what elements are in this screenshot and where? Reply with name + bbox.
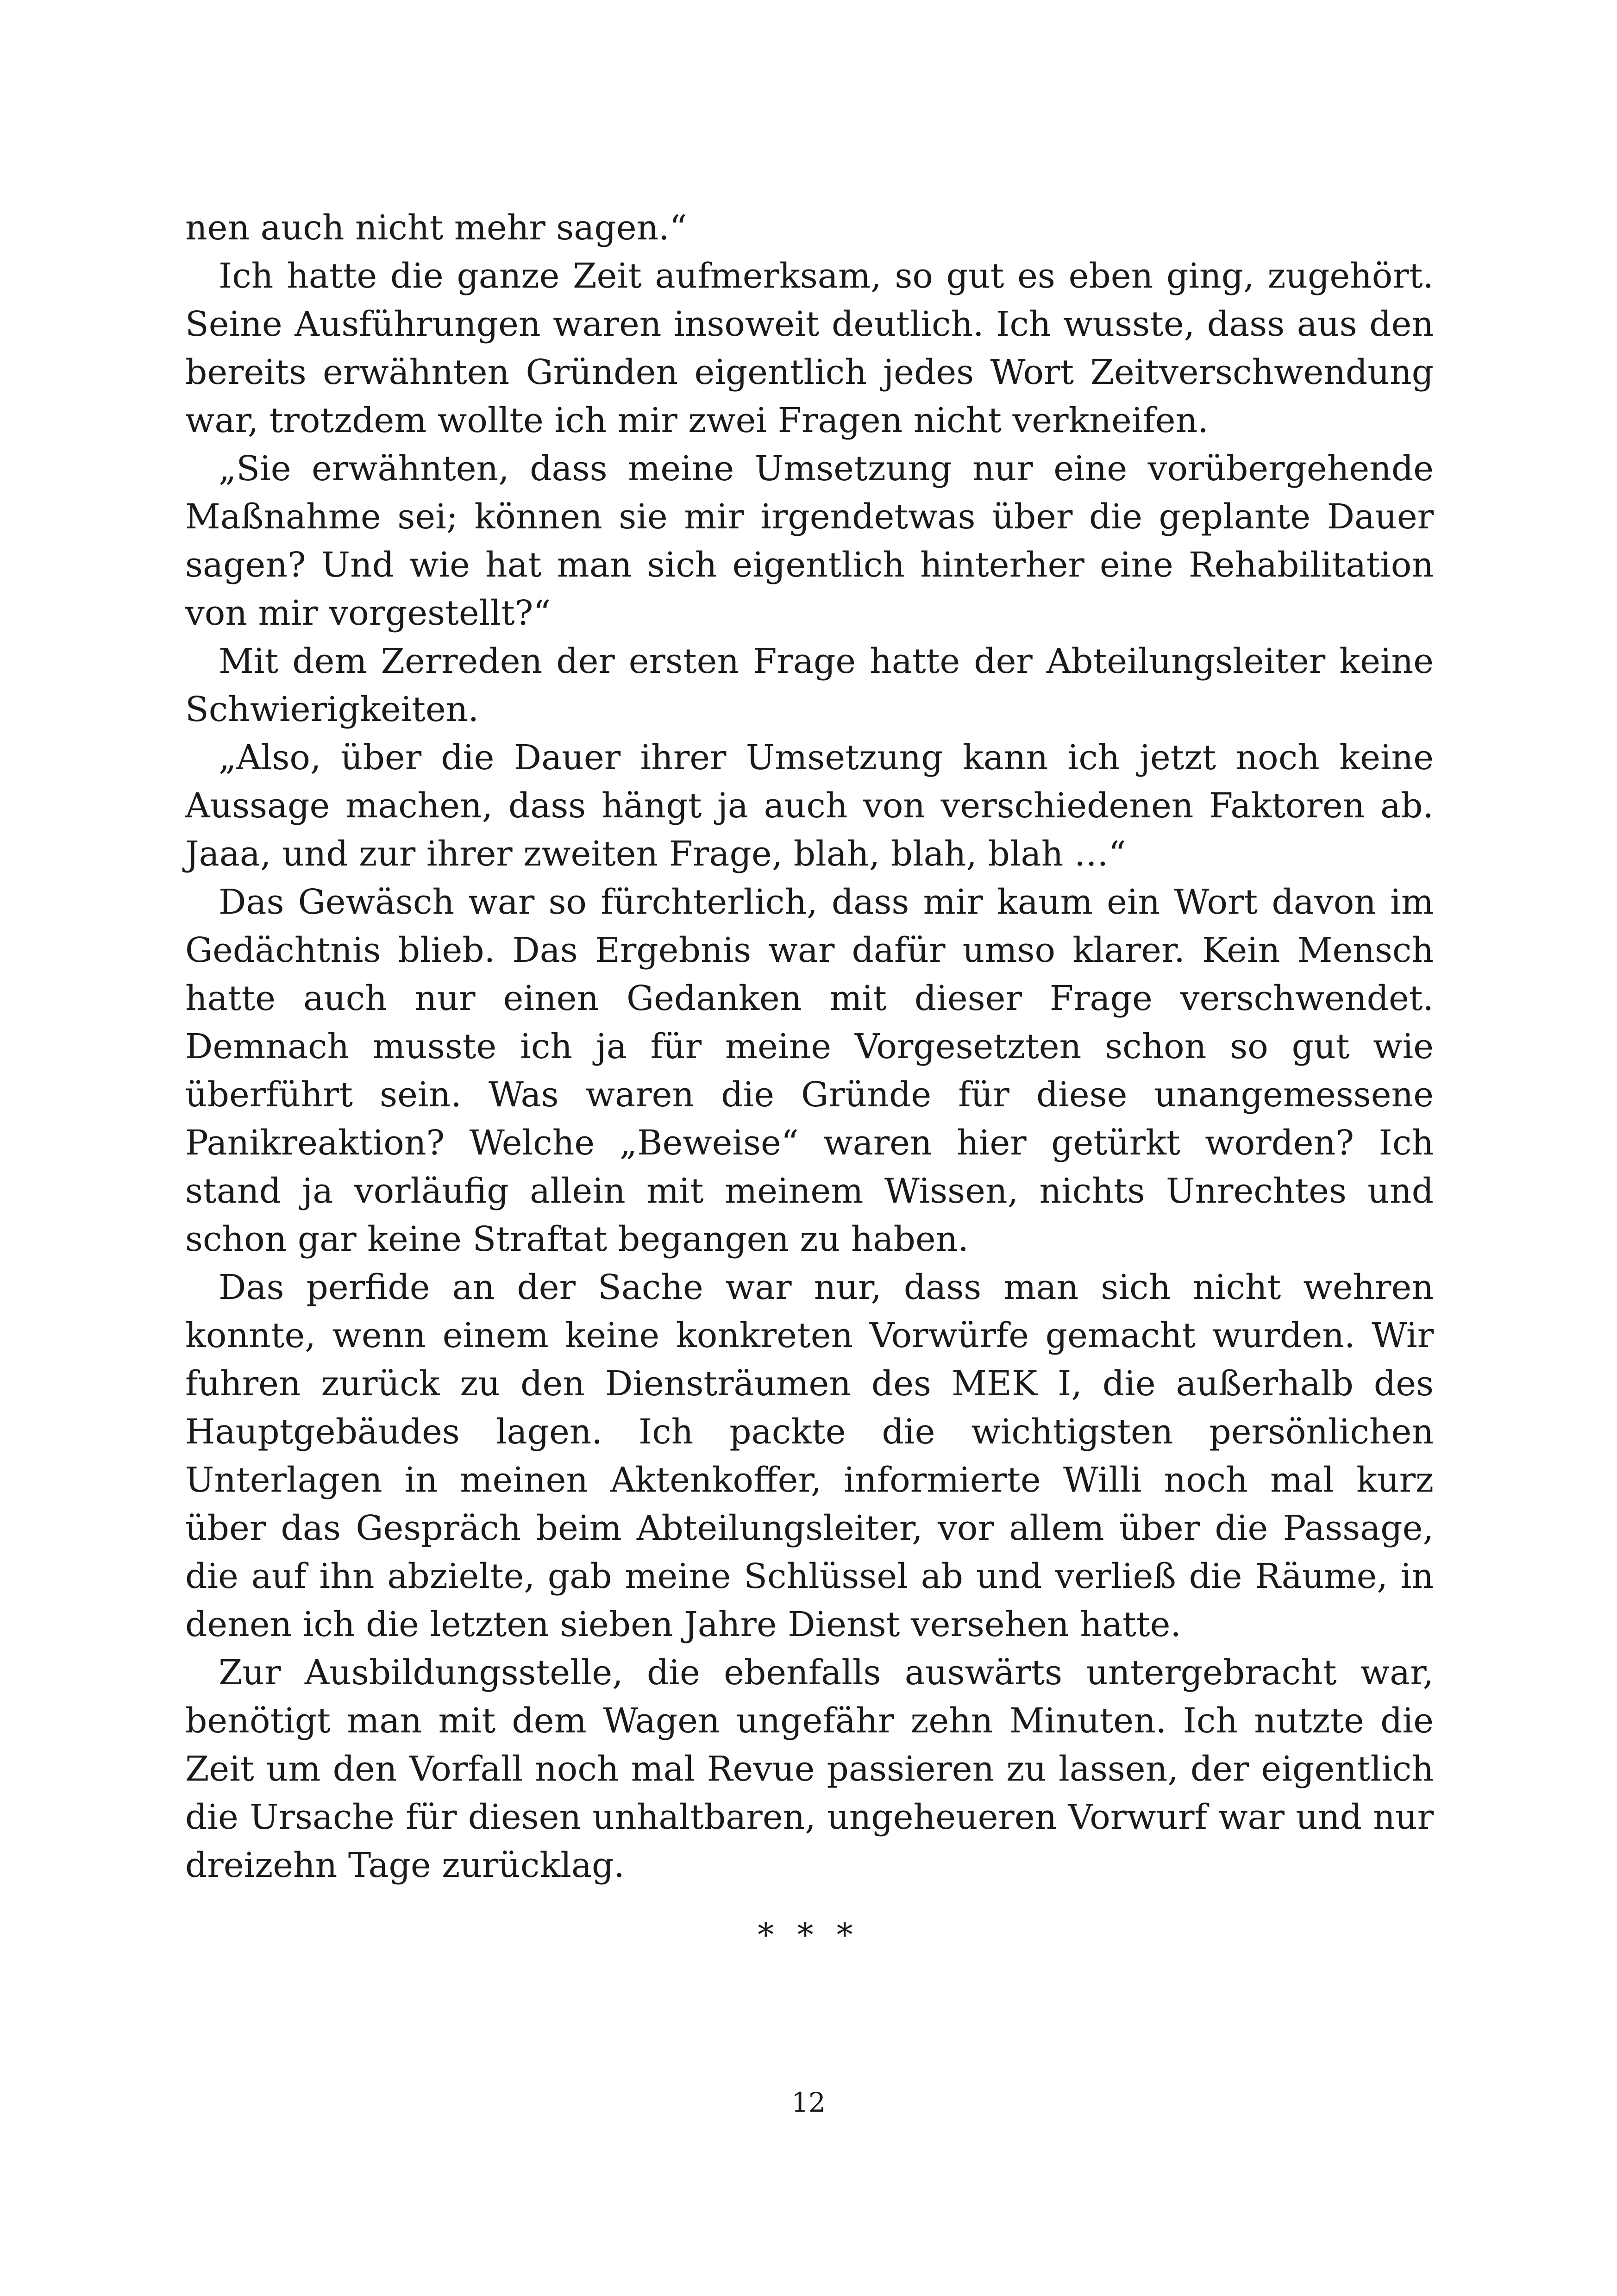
- paragraph-7: Das perfide an der Sache war nur, dass man sich nicht wehren konnte, wenn einem keine konkreten Vorwürfe gemacht wurden. Wir fuhren zurück zu den Diensträumen des MEK I, die außerhalb des Hauptgebäudes lagen. Ich packte die wichtigsten persönlichen Unterlagen in meinen Aktenkoffer, informierte Willi noch mal kurz über das Gespräch beim Abteilungsleiter, vor allem über die Passage, die auf ihn abzielte, gab meine Schlüssel ab und verließ die Räume, in denen ich die letzten sieben Jahre Dienst versehen hatte.: [185, 1267, 1434, 1644]
- body-text: [185, 204, 1434, 1889]
- page-number: 12: [791, 2087, 826, 2118]
- paragraph-2: Ich hatte die ganze Zeit aufmerksam, so gut es eben ging, zugehört. Seine Ausführungen waren insoweit deutlich. Ich wusste, dass aus den bereits erwähnten Gründen eigentlich jedes Wort Zeitverschwendung war, trotzdem wollte ich mir zwei Fragen nicht verkneifen.: [185, 256, 1434, 440]
- paragraph-3: „Sie erwähnten, dass meine Umsetzung nur eine vorübergehende Maßnahme sei; können sie mir irgendetwas über die geplante Dauer sagen? Und wie hat man sich eigentlich hinterher eine Rehabilitation von mir vorgestellt?“: [185, 449, 1434, 633]
- section-separator: * * *: [758, 1916, 859, 1954]
- paragraph-6: Das Gewäsch war so fürchterlich, dass mir kaum ein Wort davon im Gedächtnis blieb. Das Ergebnis war dafür umso klarer. Kein Mensch hatte auch nur einen Gedanken mit dieser Frage verschwendet. Demnach musste ich ja für meine Vorgesetzten schon so gut wie überführt sein. Was waren die Gründe für diese unangemessene Panikreaktion? Welche „Beweise“ waren hier getürkt worden? Ich stand ja vorläufig allein mit meinem Wissen, nichts Unrechtes und schon gar keine Straftat begangen zu haben.: [185, 882, 1434, 1259]
- paragraph-1: nen auch nicht mehr sagen.“: [185, 208, 687, 248]
- paragraph-5: „Also, über die Dauer ihrer Umsetzung kann ich jetzt noch keine Aussage machen, dass hängt ja auch von verschiedenen Faktoren ab. Jaaa, und zur ihrer zweiten Frage, blah, blah, blah …“: [185, 738, 1434, 874]
- paragraph-8: Zur Ausbildungsstelle, die ebenfalls auswärts untergebracht war, benötigt man mit dem Wagen ungefähr zehn Minuten. Ich nutzte die Zeit um den Vorfall noch mal Revue passieren zu lassen, der eigentlich die Ursache für diesen unhaltbaren, ungeheueren Vorwurf war und nur dreizehn Tage zurücklag.: [185, 1653, 1434, 1885]
- paragraph-4: Mit dem Zerreden der ersten Frage hatte der Abteilungsleiter keine Schwierigkeiten.: [185, 641, 1434, 729]
